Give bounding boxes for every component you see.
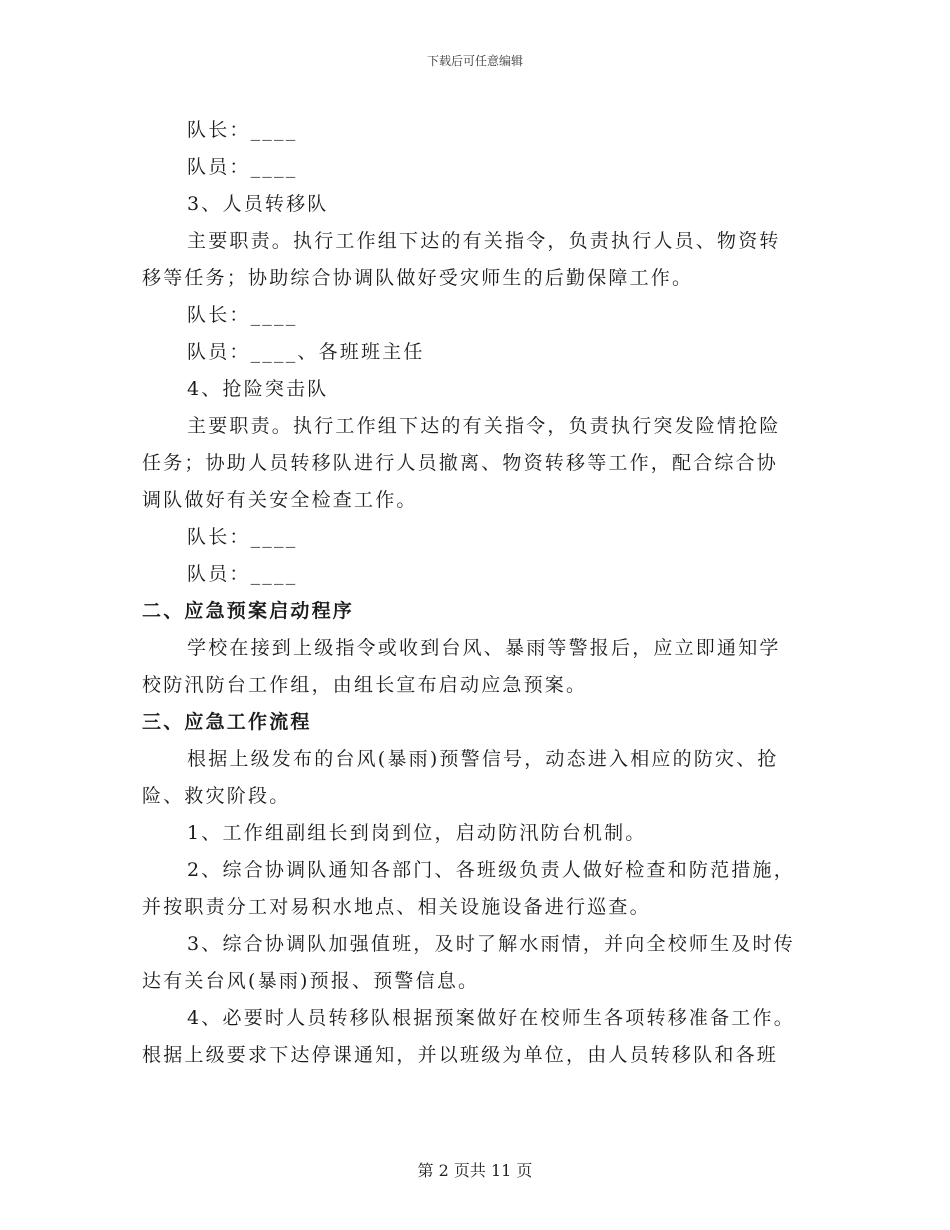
workflow-step-line: 达有关台风(暴雨)预报、预警信息。 <box>142 970 480 992</box>
document-body <box>142 112 808 1074</box>
paragraph-line: 险、救灾阶段。 <box>142 785 291 807</box>
paragraph-line: 根据上级发布的台风(暴雨)预警信号，动态进入相应的防灾、抢 <box>187 748 779 770</box>
team-leader-line: 队长：____ <box>187 304 298 326</box>
section-heading-startup-procedure: 二、应急预案启动程序 <box>142 600 355 622</box>
workflow-step-line: 4、必要时人员转移队根据预案做好在校师生各项转移准备工作。 <box>187 1007 795 1029</box>
section-heading-rescue-team: 4、抢险突击队 <box>187 378 329 400</box>
team-leader-line: 队长：____ <box>187 119 298 141</box>
duty-paragraph-line: 主要职责。执行工作组下达的有关指令，负责执行突发险情抢险 <box>187 415 781 437</box>
team-member-line: 队员：____ <box>187 156 298 178</box>
workflow-step-line: 3、综合协调队加强值班，及时了解水雨情，并向全校师生及时传 <box>187 933 795 955</box>
duty-paragraph-line: 主要职责。执行工作组下达的有关指令，负责执行人员、物资转 <box>187 230 781 252</box>
workflow-step-line: 根据上级要求下达停课通知，并以班级为单位，由人员转移队和各班 <box>142 1044 779 1066</box>
team-member-line: 队员：____ <box>187 563 298 585</box>
duty-paragraph-line: 移等任务；协助综合协调队做好受灾师生的后勤保障工作。 <box>142 267 694 289</box>
team-leader-line: 队长：____ <box>187 526 298 548</box>
section-heading-transfer-team: 3、人员转移队 <box>187 193 329 215</box>
paragraph-line: 学校在接到上级指令或收到台风、暴雨等警报后，应立即通知学 <box>187 637 781 659</box>
workflow-step-line: 1、工作组副组长到岗到位，启动防汛防台机制。 <box>187 822 647 844</box>
duty-paragraph-line: 任务；协助人员转移队进行人员撤离、物资转移等工作，配合综合协 <box>142 452 779 474</box>
workflow-step-line: 2、综合协调队通知各部门、各班级负责人做好检查和防范措施， <box>187 859 795 881</box>
page-number: 第 2 页共 11 页 <box>417 1161 533 1180</box>
team-member-line: 队员：____、各班班主任 <box>187 341 425 363</box>
page-header: 下载后可任意编辑 <box>426 54 523 68</box>
workflow-step-line: 并按职责分工对易积水地点、相关设施设备进行巡查。 <box>142 896 651 918</box>
paragraph-line: 校防汛防台工作组，由组长宣布启动应急预案。 <box>142 674 588 696</box>
duty-paragraph-line: 调队做好有关安全检查工作。 <box>142 489 418 511</box>
section-heading-workflow: 三、应急工作流程 <box>142 711 312 733</box>
